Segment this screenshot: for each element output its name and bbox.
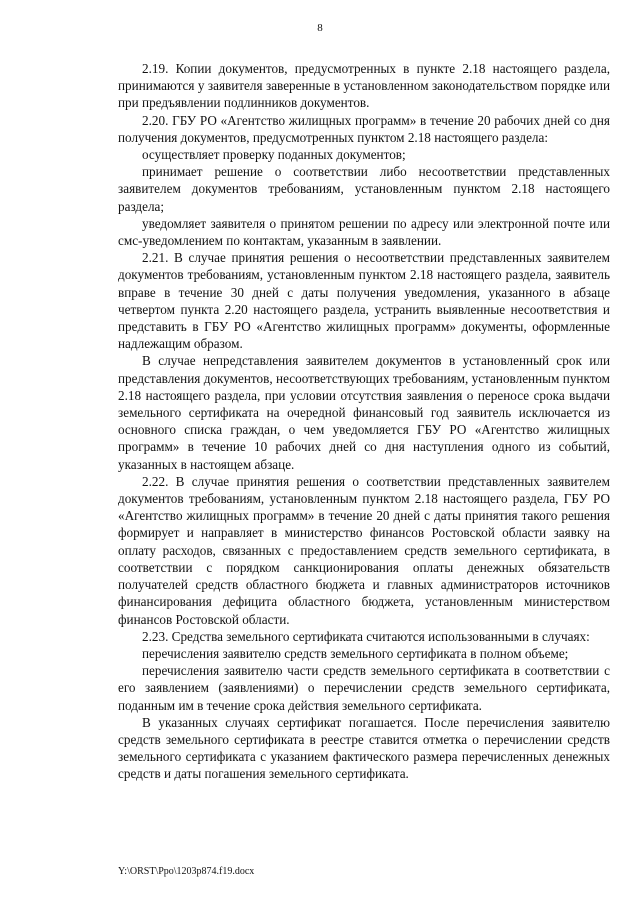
- paragraph-2-23-final: В указанных случаях сертификат погашается. После перечисления заявителю средств земельного сертификата в реестре ставится отметка о перечислении средств земельного сертификата с указанием фактического размера перечисленных денежных средств и даты погашения земельного сертификата.: [118, 714, 610, 782]
- paragraph-2-20-item-2: принимает решение о соответствии либо несоответствии представленных заявителем документов требованиям, установленным пунктом 2.18 настоящего раздела;: [118, 164, 610, 214]
- paragraph-2-23: 2.23. Средства земельного сертификата считаются использованными в случаях:: [142, 628, 590, 644]
- paragraph-2-20: 2.20. ГБУ РО «Агентство жилищных программ» в течение 20 рабочих дней со дня получения документов, предусмотренных пунктом 2.18 настоящего раздела:: [118, 112, 610, 145]
- page-number: 8: [317, 22, 323, 34]
- paragraph-2-22: 2.22. В случае принятия решения о соответствии представленных заявителем документов требованиям, установленным пунктом 2.18 настоящего раздела, ГБУ РО «Агентство жилищных программ» в течение 20 дней с даты принятия такого решения формирует и направляет в министерство финансов Ростовской области заявку на оплату расходов, связанных с предоставлением средств земельного сертификата, в соответствии с порядком санкционирования оплаты денежных обязательств получателей средств областного бюджета и главных администраторов источников финансирования дефицита областного бюджета, установленным министерством финансов Ростовской области.: [118, 473, 610, 627]
- paragraph-2-21: 2.21. В случае принятия решения о несоответствии представленных заявителем документов требованиям, установленным пунктом 2.18 настоящего раздела, заявитель вправе в течение 30 дней с даты получения уведомления, указанного в абзаце четвертом пункта 2.20 настоящего раздела, устранить выявленные несоответствия и представить в ГБУ РО «Агентство жилищных программ» документы, оформленные надлежащим образом.: [118, 250, 610, 352]
- document-body: [118, 60, 610, 783]
- paragraph-2-21-continued: В случае непредставления заявителем документов в установленный срок или представления документов, несоответствующих требованиям, установленным пунктом 2.18 настоящего раздела, при условии отсутствия заявления о переносе срока выдачи земельного сертификата на очередной финансовый год заявитель исключается из основного списка граждан, о чем уведомляется ГБУ РО «Агентство жилищных программ» в течение 10 рабочих дней со дня наступления одного из событий, указанных в настоящем абзаце.: [118, 353, 610, 472]
- paragraph-2-19: 2.19. Копии документов, предусмотренных в пункте 2.18 настоящего раздела, принимаются у заявителя заверенные в установленном законодательством порядке или при предъявлении подлинников документов.: [118, 61, 610, 111]
- paragraph-2-23-item-2: перечисления заявителю части средств земельного сертификата в соответствии с его заявлением (заявлениями) о перечислении средств земельного сертификата, поданным им в течение срока действия земельного сертификата.: [118, 663, 610, 713]
- paragraph-2-20-item-1: осуществляет проверку поданных документов;: [142, 147, 406, 163]
- paragraph-2-23-item-1: перечисления заявителю средств земельного сертификата в полном объеме;: [142, 645, 569, 661]
- paragraph-2-20-item-3: уведомляет заявителя о принятом решении по адресу или электронной почте или смс-уведомлением по контактам, указанным в заявлении.: [118, 215, 610, 249]
- footer-file-path: Y:\ORST\Ppo\1203p874.f19.docx: [118, 866, 255, 877]
